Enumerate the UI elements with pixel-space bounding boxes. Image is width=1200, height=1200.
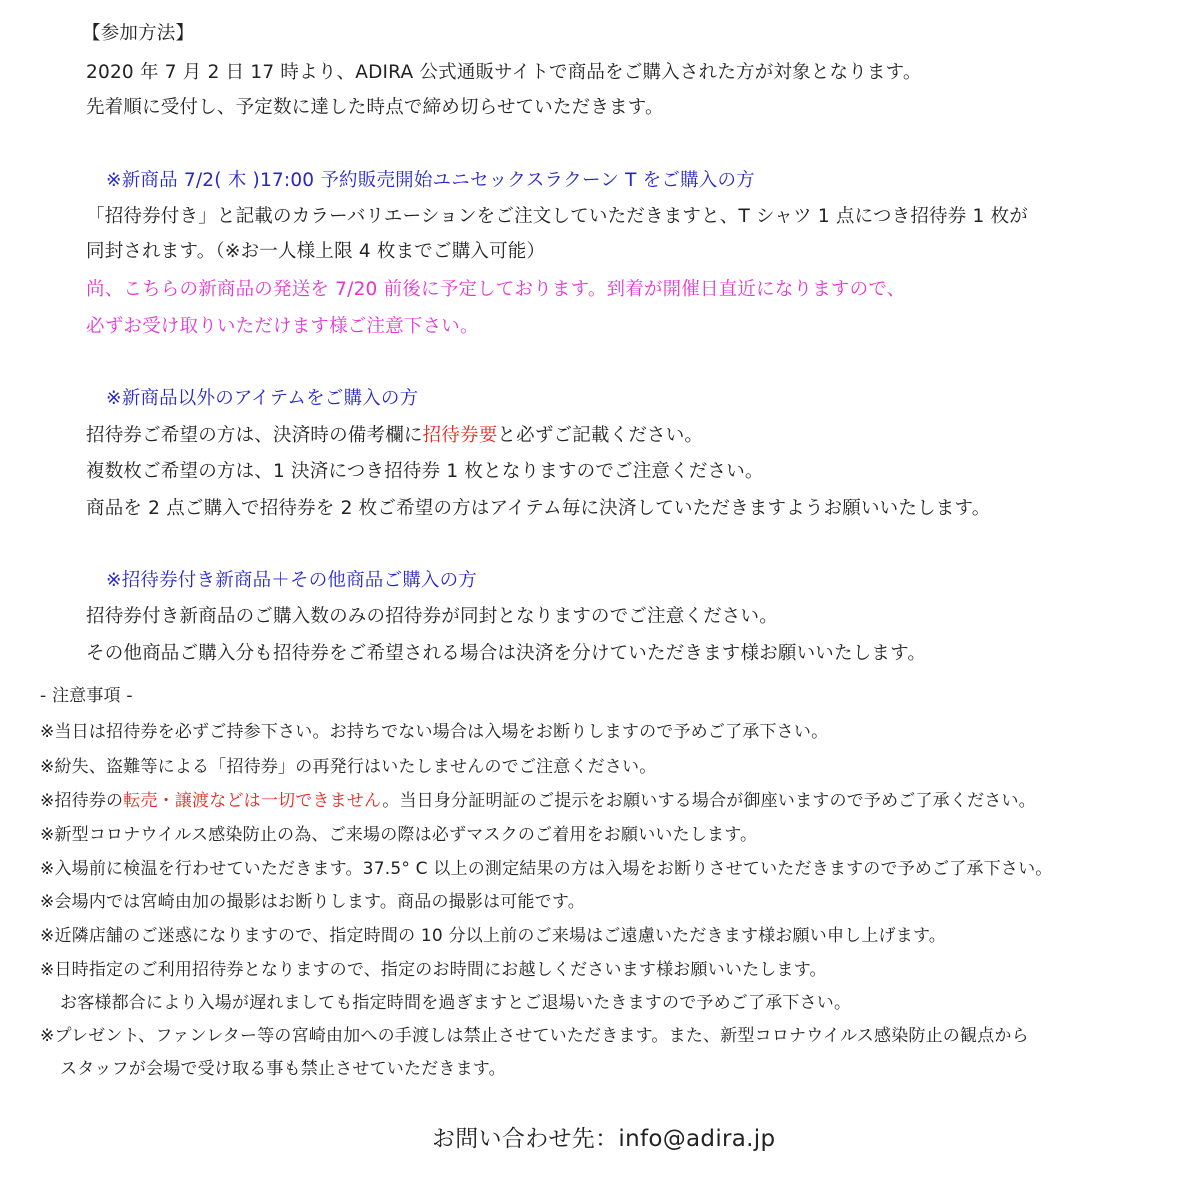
- section-heading-combo: ※招待券付き新商品＋その他商品ご購入の方: [106, 570, 478, 591]
- notes-header: - 注意事項 -: [40, 686, 133, 706]
- section-heading-new-product: ※新商品 7/2( 木 )17:00 予約販売開始ユニセックスラクーン T をご購入の方: [106, 170, 755, 191]
- intro-line: 2020 年 7 月 2 日 17 時より、ADIRA 公式通販サイトで商品をご購入された方が対象となります。: [86, 62, 922, 83]
- note-item: ※新型コロナウイルス感染防止の為、ご来場の際は必ずマスクのご着用をお願いいたします。: [40, 825, 758, 845]
- note-item-continued: スタッフが会場で受け取る事も禁止させていただきます。: [60, 1059, 506, 1079]
- shipping-notice: 尚、こちらの新商品の発送を 7/20 前後に予定しております。到着が開催日直近になりますので、: [86, 279, 906, 300]
- note-item: ※会場内では宮崎由加の撮影はお断りします。商品の撮影は可能です。: [40, 892, 585, 912]
- section-line: 同封されます。（※お一人様上限 4 枚までご購入可能）: [86, 241, 546, 262]
- section-heading-other-items: ※新商品以外のアイテムをご購入の方: [106, 388, 419, 409]
- highlight-text: 転売・譲渡などは一切できません: [123, 791, 383, 811]
- note-item-continued: お客様都合により入場が遅れましても指定時間を過ぎますとご退場いたきますので予めご了承下さい。: [60, 993, 852, 1013]
- section-line: 招待券付き新商品のご購入数のみの招待券が同封となりますのでご注意ください。: [86, 606, 778, 627]
- section-line: 複数枚ご希望の方は、1 決済につき招待券 1 枚となりますのでご注意ください。: [86, 461, 764, 482]
- participation-header: 【参加方法】: [82, 23, 195, 44]
- section-line: 「招待券付き」と記載のカラーバリエーションをご注文していただきますと、T シャツ 1 点につき招待券 1 枚が: [86, 206, 1028, 227]
- text-segment: と必ずご記載ください。: [497, 425, 704, 446]
- note-item: ※プレゼント、ファンレター等の宮崎由加への手渡しは禁止させていただきます。また、新型コロナウイルス感染防止の観点から: [40, 1026, 1029, 1046]
- note-item: ※近隣店舗のご迷惑になりますので、指定時間の 10 分以上前のご来場はご遠慮いただきます様お願い申し上げます。: [40, 926, 946, 946]
- highlight-text: 招待券要: [422, 425, 498, 446]
- text-segment: 。当日身分証明証のご提示をお願いする場合が御座いますので予めご了承ください。: [382, 791, 1036, 811]
- intro-line: 先着順に受付し、予定数に達した時点で締め切らせていただきます。: [86, 97, 664, 118]
- section-line: 商品を 2 点ご購入で招待券を 2 枚ご希望の方はアイテム毎に決済していただきますようお願いいたします。: [86, 498, 991, 519]
- note-item: ※紛失、盗難等による「招待券」の再発行はいたしませんのでご注意ください。: [40, 757, 657, 777]
- shipping-notice: 必ずお受け取りいただけます様ご注意下さい。: [86, 316, 479, 337]
- text-segment: 招待券ご希望の方は、決済時の備考欄に: [86, 425, 423, 446]
- note-item: ※入場前に検温を行わせていただきます。37.5° C 以上の測定結果の方は入場をお断りさせていただきますので予めご了承下さい。: [40, 859, 1053, 879]
- section-line: [86, 424, 703, 448]
- text-segment: ※招待券の: [40, 791, 124, 811]
- contact-info: お問い合わせ先：info@adira.jp: [432, 1126, 776, 1152]
- note-item: ※当日は招待券を必ずご持参下さい。お持ちでない場合は入場をお断りしますので予めご了承下さい。: [40, 722, 829, 742]
- note-item: [40, 789, 1036, 813]
- note-item: ※日時指定のご利用招待券となりますので、指定のお時間にお越しくださいます様お願いいたします。: [40, 960, 827, 980]
- section-line: その他商品ご購入分も招待券をご希望される場合は決済を分けていただきます様お願いいたします。: [86, 643, 927, 664]
